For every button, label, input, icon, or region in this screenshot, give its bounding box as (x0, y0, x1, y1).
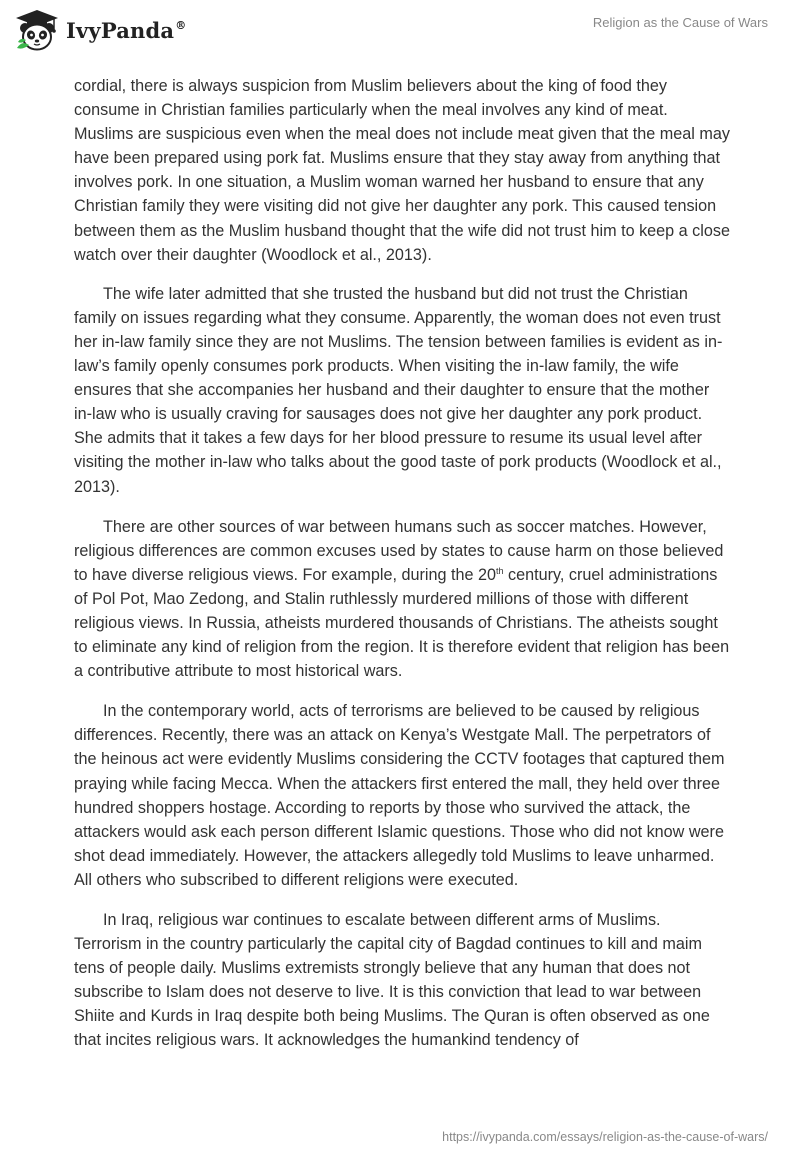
paragraph-4: In the contemporary world, acts of terrorisms are believed to be caused by religious differences. Recently, there was an attack on Kenya’s Westgate Mall. The perpetrators of the heinous act were evidently Muslims considering the CCTV footages that captured them praying while facing Mecca. When the attackers first entered the mall, they held over three hundred shoppers hostage. According to reports by those who survived the attack, the attackers would ask each person different Islamic questions. Those who did not know were shot dead immediately. However, the attackers allegedly told Muslims to leave unharmed. All others who subscribed to different religions were executed. (74, 702, 725, 889)
paragraph-3 (74, 515, 730, 684)
paragraph-5: In Iraq, religious war continues to escalate between different arms of Muslims. Terrorism in the country particularly the capital city of Bagdad continues to kill and maim tens of people daily. Muslims extremists strongly believe that any human that does not subscribe to Islam does not deserve to live. It is this conviction that lead to war between Shiite and Kurds in Iraq despite both being Muslims. The Quran is often observed as one that incites religious wars. It acknowledges the humankind tendency of (74, 911, 710, 1050)
brand-name: IvyPanda® (66, 17, 187, 43)
ivypanda-logo[interactable] (14, 8, 186, 52)
page-header (0, 0, 800, 70)
paragraph-3-text-end: century, cruel administrations of Pol Pot, Mao Zedong, and Stalin ruthlessly murdered millions of those with different religious views. In Russia, atheists murdered thousands of Christians. The atheists sought to eliminate any kind of religion from the region. It is therefore evident that religion has been a contributive attribute to most historical wars. (74, 565, 730, 681)
document-title: Religion as the Cause of Wars (592, 15, 768, 30)
source-url[interactable]: https://ivypanda.com/essays/religion-as-the-cause-of-wars/ (442, 1130, 768, 1144)
paragraph-3-text-start: There are other sources of war between humans such as soccer matches. However, religious differences are common excuses used by states to cause harm on those believed to have diverse religious views. For example, during the 20 (74, 517, 724, 584)
paragraph-2: The wife later admitted that she trusted the husband but did not trust the Christian family on issues regarding what they consume. Apparently, the woman does not even trust her in-law family since they are not Muslims. The tension between families is evident as in-law’s family openly consumes pork products. When visiting the in-law family, the wife ensures that she accompanies her husband and their daughter to ensure that the mother in-law who is usually craving for sausages does not give her daughter any pork product. She admits that it takes a few days for her blood pressure to resume its usual level after visiting the mother in-law who talks about the good taste of pork products (Woodlock et al., 2013). (74, 284, 723, 496)
essay-body (74, 74, 730, 1069)
registered-mark: ® (175, 18, 187, 32)
ordinal-superscript: th (496, 565, 504, 576)
paragraph-1: cordial, there is always suspicion from Muslim believers about the king of food they consume in Christian families particularly when the meal involves any kind of meat. Muslims are suspicious even when the meal does not include meat given that the meal may have been prepared using pork fat. Muslims ensure that they stay away from anything that involves pork. In one situation, a Muslim woman warned her husband to ensure that any Christian family they were visiting did not give her daughter any pork. This caused tension between them as the Muslim husband thought that the wife did not trust him to keep a close watch over their daughter (Woodlock et al., 2013). (74, 77, 730, 264)
panda-graduate-icon (14, 8, 60, 52)
